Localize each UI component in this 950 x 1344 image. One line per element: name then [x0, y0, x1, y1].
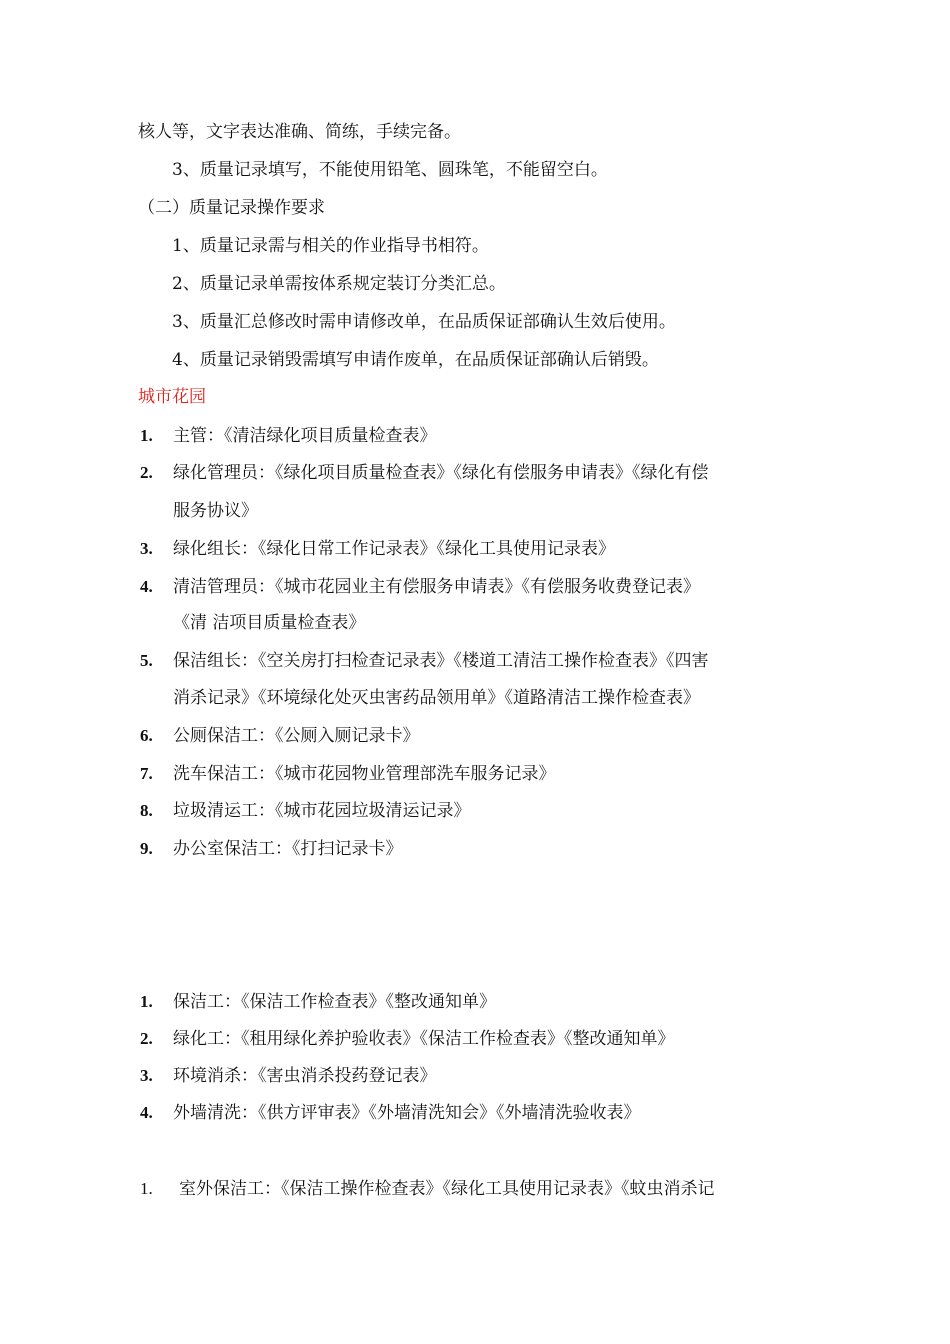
paragraph-line: 核人等，文字表达准确、简练，手续完备。	[138, 122, 461, 142]
list-item: 保洁工：《保洁工作检查表》《整改通知单》	[173, 992, 496, 1012]
list-number: 7.	[140, 764, 153, 783]
list-item: 洗车保洁工：《城市花园物业管理部洗车服务记录》	[173, 764, 556, 784]
city-garden-title: 城市花园	[138, 387, 206, 407]
requirement-item: 1、质量记录需与相关的作业指导书相符。	[172, 236, 489, 256]
list-number: 3.	[140, 1066, 153, 1085]
list-item: 主管：《清洁绿化项目质量检查表》	[173, 426, 437, 446]
list-number: 4.	[140, 577, 153, 596]
list-item-continuation: 消杀记录》《环境绿化处灭虫害药品领用单》《道路清洁工操作检查表》	[173, 688, 700, 708]
list-number: 5.	[140, 651, 153, 670]
list-number: 2.	[140, 463, 153, 482]
list-item: 办公室保洁工：《打扫记录卡》	[173, 839, 403, 859]
list-number: 6.	[140, 726, 153, 745]
list-item: 环境消杀：《害虫消杀投药登记表》	[173, 1066, 437, 1086]
section-heading: （二）质量记录操作要求	[138, 198, 325, 218]
list-item: 外墙清洗：《供方评审表》《外墙清洗知会》《外墙清洗验收表》	[173, 1103, 641, 1123]
rule-item: 3、质量记录填写，不能使用铅笔、圆珠笔，不能留空白。	[172, 160, 608, 180]
list-item: 清洁管理员：《城市花园业主有偿服务申请表》《有偿服务收费登记表》	[173, 577, 700, 597]
requirement-item: 3、质量汇总修改时需申请修改单，在品质保证部确认生效后使用。	[172, 312, 676, 332]
list-number: 3.	[140, 539, 153, 558]
list-item: 绿化管理员：《绿化项目质量检查表》《绿化有偿服务申请表》《绿化有偿	[173, 463, 709, 483]
requirement-item: 2、质量记录单需按体系规定装订分类汇总。	[172, 274, 506, 294]
list-number: 8.	[140, 801, 153, 820]
requirement-item: 4、质量记录销毁需填写申请作废单，在品质保证部确认后销毁。	[172, 350, 659, 370]
list-number: 1.	[140, 992, 153, 1011]
list-number: 2.	[140, 1029, 153, 1048]
list-number: 1.	[140, 1179, 153, 1198]
list-item: 绿化组长：《绿化日常工作记录表》《绿化工具使用记录表》	[173, 539, 615, 559]
list-number: 1.	[140, 426, 153, 445]
list-item: 垃圾清运工：《城市花园垃圾清运记录》	[173, 801, 471, 821]
list-item: 保洁组长：《空关房打扫检查记录表》《楼道工清洁工操作检查表》《四害	[173, 651, 709, 671]
list-item: 绿化工：《租用绿化养护验收表》《保洁工作检查表》《整改通知单》	[173, 1029, 675, 1049]
list-item-continuation: 服务协议》	[173, 501, 258, 521]
list-item-continuation: 《清 洁项目质量检查表》	[173, 613, 366, 633]
list-item: 室外保洁工：《保洁工操作检查表》《绿化工具使用记录表》《蚊虫消杀记	[179, 1179, 715, 1199]
list-number: 9.	[140, 839, 153, 858]
list-number: 4.	[140, 1103, 153, 1122]
list-item: 公厕保洁工：《公厕入厕记录卡》	[173, 726, 420, 746]
